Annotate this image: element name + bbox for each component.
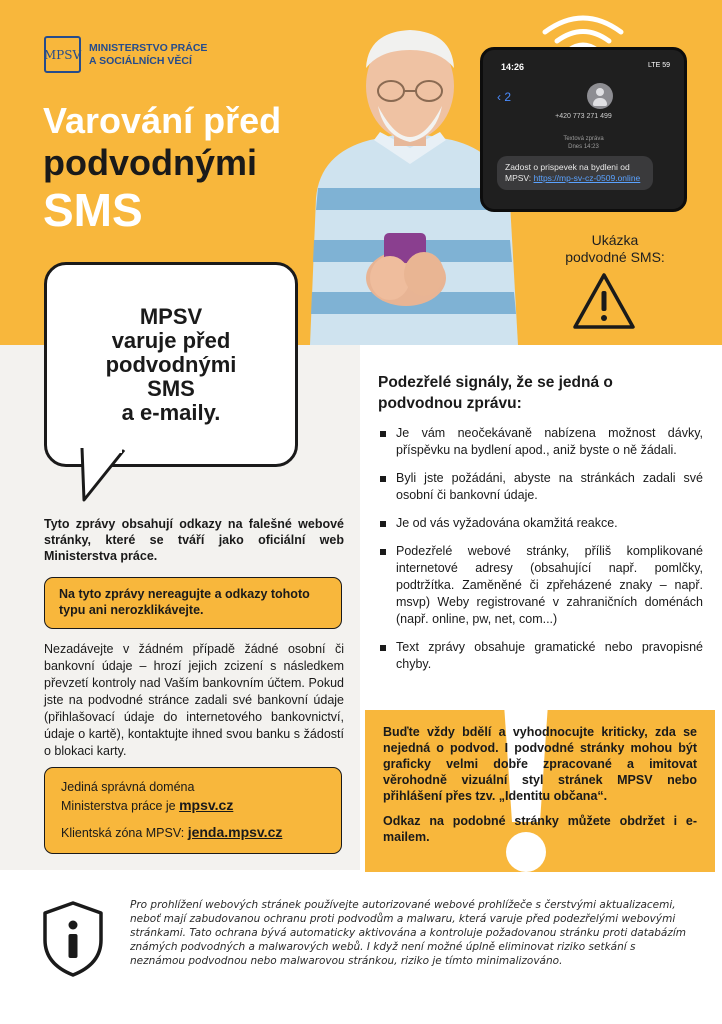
client-prefix: Klientská zóna MPSV: [61,826,188,840]
domain-line-1: Jediná správná doména [61,780,195,794]
body-text: Nezadávejte v žádném případě žádné osobní či bankovní údaje – hrozí jejich zcizení s následkem převzetí kontroly nad Vaším bankovním účtem. Pokud jste na podvodné stránce zadali své bankovní údaje (přihlašovací údaje do internetového bankovnictví, údaje o kartě), kontaktujte ihned svou banku s žádostí o blokaci karty. [44,642,344,758]
domain-prefix: Ministerstva práce je [61,799,180,813]
signals-list [378,425,703,684]
phone-network: LTE 59 [647,62,670,69]
client-domain-link[interactable]: jenda.mpsv.cz [187,824,283,840]
client-zone-line [61,823,325,842]
bullet-icon [380,476,386,482]
bullet-icon [380,549,386,555]
phone-time: 14:26 [501,62,525,72]
speech-bubble [44,262,298,467]
domain-box [44,767,342,854]
speech-line-1: MPSV [139,303,203,329]
person-avatar-icon [587,83,613,109]
speech-line-5: a e-maily. [121,399,221,425]
main-domain-link[interactable]: mpsv.cz [179,797,234,813]
alert-box: Na tyto zprávy nereagujte a odkazy tohoto typu ani nerozklikávejte. [44,577,342,629]
mpsv-logo [44,36,207,73]
message-date: Dnes 14:23 [568,144,599,150]
footer-text: Pro prohlížení webových stránek používejte autorizované webové prohlížeče s čerstvými aktualizacemi, neboť mají zabudovanou ochranu proti podvodům a malwaru, která varuje před podezřelými webovými stránkami. Tato ochrana bývá automaticky aktivována a kontroluje požadovanou stránku proti databázím známých podvodných a malwarových webů. I když není možné úplně eliminovat riziko setkání s neznámou podvodnou nebo malwarovou stránkou, riziko je tímto minimalizováno. [130,899,687,967]
vigilance-paragraph-1: Buďte vždy bdělí a vyhodnocujte kriticky, zda se nejedná o podvod. I podvodné stránky mohou být graficky velmi dobře zpracované a imitovat věrohodně vizuální styl stránek MPSV nebo přihlášení přes tzv. „Identitu občana“. [383,725,697,803]
sms-link[interactable]: https://mp-sv-cz-0509.online [533,173,641,183]
sms-bubble [497,156,653,190]
title-line-3: SMS [43,184,143,236]
logo-line-2: A SOCIÁLNÍCH VĚCÍ [89,54,192,67]
example-label-line-2: podvodné SMS: [565,249,665,265]
example-label [540,232,690,266]
vigilance-paragraph-2: Odkaz na podobné stránky můžete obdržet i e-mailem. [383,814,697,844]
logo-mark: MPSV [44,36,81,73]
sms-text: Zadost o prispevek na bydleni od MPSV: [505,162,630,183]
signal-text: Podezřelé webové stránky, příliš komplikované internetové adresy (obsahující např. pomlčky, podtržítka. Zaměněné či zpřeházené znaky – např. msvp) Weby registrované v zahraničních doménách (např. online, pw, net, com...) [396,544,703,626]
back-chevron-icon[interactable]: ‹ 2 [497,90,512,104]
signal-text: Je vám neočekávaně nabízena možnost dávky, příspěvku na bydlení apod., aniž byste o ně žádali. [396,426,703,457]
intro-text: Tyto zprávy obsahují odkazy na falešné webové stránky, které se tváří jako oficiální web Ministerstva práce. [44,517,344,563]
title-line-1: Varování před [43,100,282,141]
shield-info-icon [41,900,105,978]
speech-line-3: podvodnými [105,351,237,377]
signal-text: Text zprávy obsahuje gramatické nebo pravopisné chyby. [396,640,703,671]
list-item [378,639,703,673]
title-line-2: podvodnými [43,142,257,183]
speech-line-2: varuje před [111,327,231,353]
list-item [378,515,703,532]
sender-number: +420 773 271 499 [555,113,612,120]
back-count-badge: 2 [504,90,512,104]
list-item [378,425,703,459]
list-item [378,543,703,628]
list-item [378,470,703,504]
message-meta [483,135,684,151]
signal-text: Je od vás vyžadována okamžitá reakce. [396,516,618,530]
phone-screen [480,47,687,212]
logo-text [89,42,207,68]
vigilance-box [365,710,715,872]
bullet-icon [380,431,386,437]
page-title [43,100,281,236]
domain-line-2 [61,796,325,815]
speech-bubble-tail [76,448,130,504]
signal-text: Byli jste požádáni, abyste na stránkách zadali své osobní či bankovní údaje. [396,471,703,502]
signals-heading: Podezřelé signály, že se jedná o podvodnou zprávu: [378,374,613,412]
warning-triangle-icon [571,271,637,331]
logo-line-1: MINISTERSTVO PRÁCE [89,41,208,54]
speech-line-4: SMS [147,375,195,401]
bullet-icon [380,645,386,651]
bullet-icon [380,521,386,527]
message-type: Textová zpráva [563,136,604,142]
example-label-line-1: Ukázka [591,232,639,248]
